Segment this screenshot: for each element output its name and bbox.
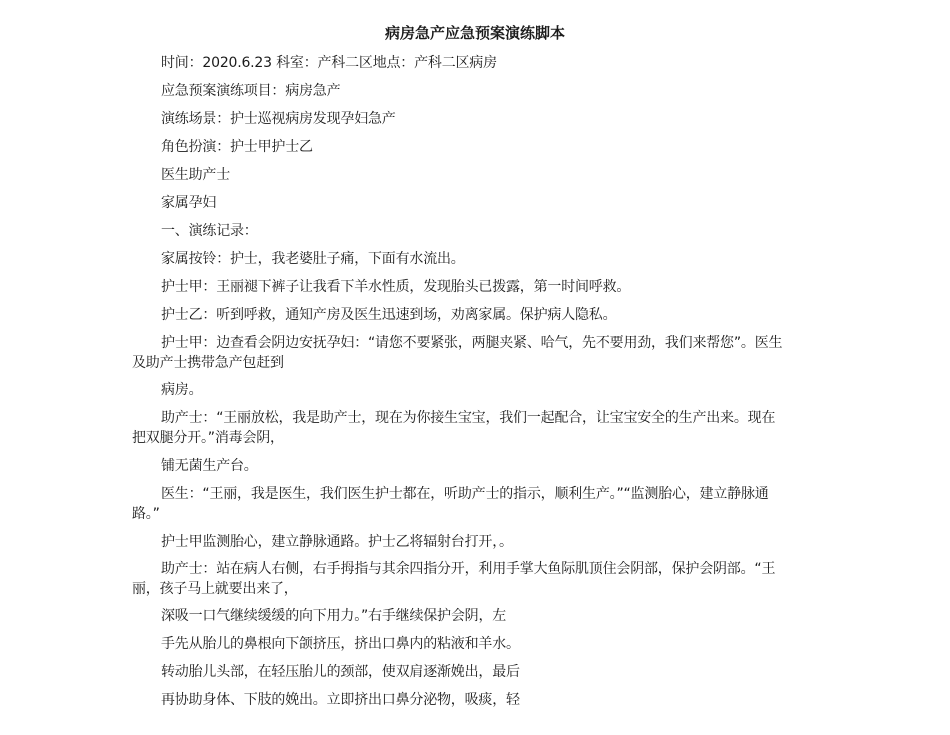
paragraph-sterile-table: 铺无菌生产台。 bbox=[161, 458, 258, 474]
paragraph-line-3: 转动胎儿头部，在轻压胎儿的颈部，使双肩逐渐娩出，最后 bbox=[161, 664, 520, 680]
paragraph-nurse-a: 护士甲：王丽褪下裤子让我看下羊水性质，发现胎头已拨露，第一时间呼救。 bbox=[161, 279, 631, 295]
paragraph-line-1: 深吸一口气继续缓缓的向下用力。”右手继续保护会阴，左 bbox=[161, 608, 507, 624]
paragraph-meta: 时间：2020.6.23 科室：产科二区地点：产科二区病房 bbox=[161, 55, 497, 71]
paragraph-nurse-a-comfort: 护士甲：边查看会阴边安抚孕妇：“请您不要紧张，两腿夹紧、哈气，先不要用劲，我们来帮您”。医生及助产士携带急产包赶到 bbox=[132, 335, 783, 371]
paragraph-scene: 演练场景：护士巡视病房发现孕妇急产 bbox=[161, 111, 396, 127]
paragraph-monitor: 护士甲监测胎心，建立静脉通路。护士乙将辐射台打开，。 bbox=[161, 534, 513, 550]
paragraph-line-4: 再协助身体、下肢的娩出。立即挤出口鼻分泌物，吸痰，轻 bbox=[161, 692, 520, 708]
paragraph-project: 应急预案演练项目：病房急产 bbox=[161, 83, 341, 99]
paragraph-roles-2: 医生助产士 bbox=[161, 167, 230, 183]
paragraph-ward: 病房。 bbox=[161, 382, 203, 398]
paragraph-doctor: 医生：“王丽，我是医生，我们医生护士都在，听助产士的指示，顺利生产。”“监测胎心，建立静脉通路。” bbox=[132, 486, 769, 522]
paragraph-family-call: 家属按铃：护士，我老婆肚子痛，下面有水流出。 bbox=[161, 251, 465, 267]
section-heading: 一、演练记录： bbox=[161, 223, 258, 239]
paragraph-midwife-1: 助产士：“王丽放松，我是助产士，现在为你接生宝宝，我们一起配合，让宝宝安全的生产出来。现在把双腿分开。”消毒会阴， bbox=[132, 410, 776, 446]
paragraph-nurse-b: 护士乙：听到呼救，通知产房及医生迅速到场，劝离家属。保护病人隐私。 bbox=[161, 307, 617, 323]
document-title: 病房急产应急预案演练脚本 bbox=[384, 24, 565, 42]
paragraph-line-2: 手先从胎儿的鼻根向下颌挤压，挤出口鼻内的粘液和羊水。 bbox=[161, 636, 520, 652]
paragraph-roles-3: 家属孕妇 bbox=[161, 195, 217, 211]
paragraph-midwife-2: 助产士：站在病人右侧，右手拇指与其余四指分开，利用手掌大鱼际肌顶住会阴部，保护会阴部。“王丽，孩子马上就要出来了， bbox=[132, 561, 776, 597]
paragraph-roles: 角色扮演：护士甲护士乙 bbox=[161, 139, 313, 155]
